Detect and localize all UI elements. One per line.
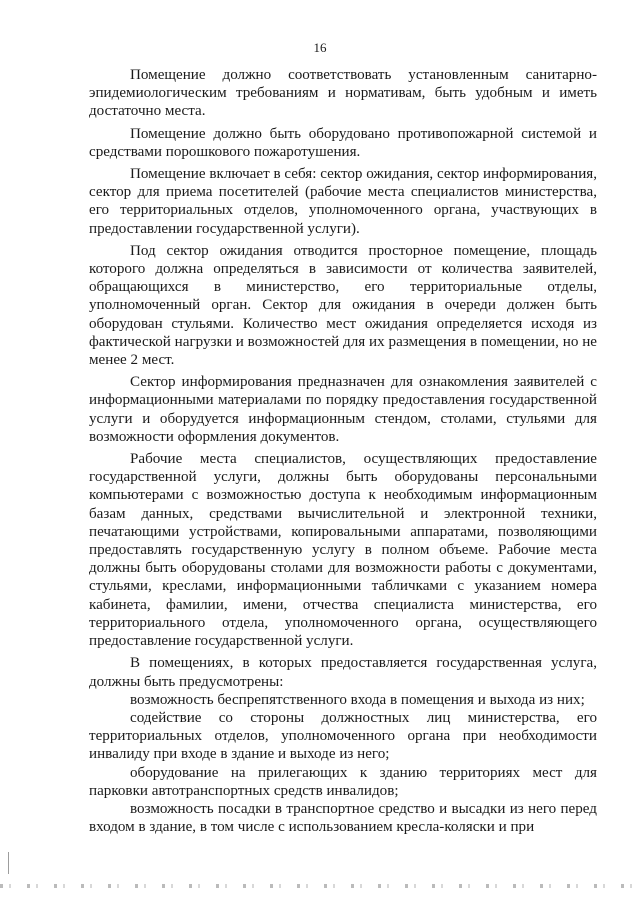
paragraph-information-sector: Сектор информирования предназначен для ознакомления заявителей с информационными материалами по порядку предоставления государственной услуги и оборудуется информационным стендом, столами, стульями для возможности оформления документов.	[89, 374, 597, 445]
paragraph-premises-requirements: В помещениях, в которых предоставляется государственная услуга, должны быть предусмотрены:	[89, 655, 597, 690]
scan-artifact-mark	[8, 852, 9, 874]
document-body	[89, 66, 597, 836]
list-item-assistance: содействие со стороны должностных лиц министерства, его территориальных отделов, уполномоченного органа при необходимости инвалиду при входе в здание и выходе из него;	[89, 709, 597, 763]
list-item-parking: оборудование на прилегающих к зданию территориях мест для парковки автотранспортных средств инвалидов;	[89, 764, 597, 799]
paragraph-workplaces: Рабочие места специалистов, осуществляющих предоставление государственной услуги, должны быть оборудованы персональными компьютерами с возможностью доступа к необходимым информационным базам данных, средствами вычислительной и электронной техники, печатающими устройствами, копировальными аппаратами, позволяющими предоставлять государственную услугу в полном объеме. Рабочие места должны быть оборудованы столами для возможности работы с документами, стульями, креслами, информационными табличками с указанием номера кабинета, фамилии, имени, отчества специалиста министерства, его территориального отдела, уполномоченного органа, осуществляющего предоставление государственной услуги.	[89, 451, 597, 650]
paragraph-waiting-sector: Под сектор ожидания отводится просторное помещение, площадь которого должна определяться в зависимости от количества заявителей, обращающихся в министерство, его территориальные отделы, уполномоченный орган. Сектор для ожидания в очереди должен быть оборудован стульями. Количество мест ожидания определяется исходя из фактической нагрузки и возможностей для их размещения в помещении, но не менее 2 мест.	[89, 242, 597, 369]
paragraph-sanitary-requirements: Помещение должно соответствовать установленным санитарно-эпидемиологическим требованиям и нормативам, быть удобным и иметь достаточно места.	[89, 67, 597, 120]
list-item-boarding: возможность посадки в транспортное средство и высадки из него перед входом в здание, в том числе с использованием кресла-коляски и при	[89, 800, 597, 836]
paragraph-fire-safety: Помещение должно быть оборудовано противопожарной системой и средствами порошкового пожаротушения.	[89, 125, 597, 160]
paragraph-sectors: Помещение включает в себя: сектор ожидания, сектор информирования, сектор для приема посетителей (рабочие места специалистов министерства, его территориальных отделов, уполномоченного органа, участвующих в предоставлении государственной услуги).	[89, 166, 597, 237]
list-item-access: возможность беспрепятственного входа в помещения и выхода из них;	[130, 691, 585, 708]
page-number: 16	[313, 40, 327, 55]
scan-artifact-line	[0, 884, 640, 888]
